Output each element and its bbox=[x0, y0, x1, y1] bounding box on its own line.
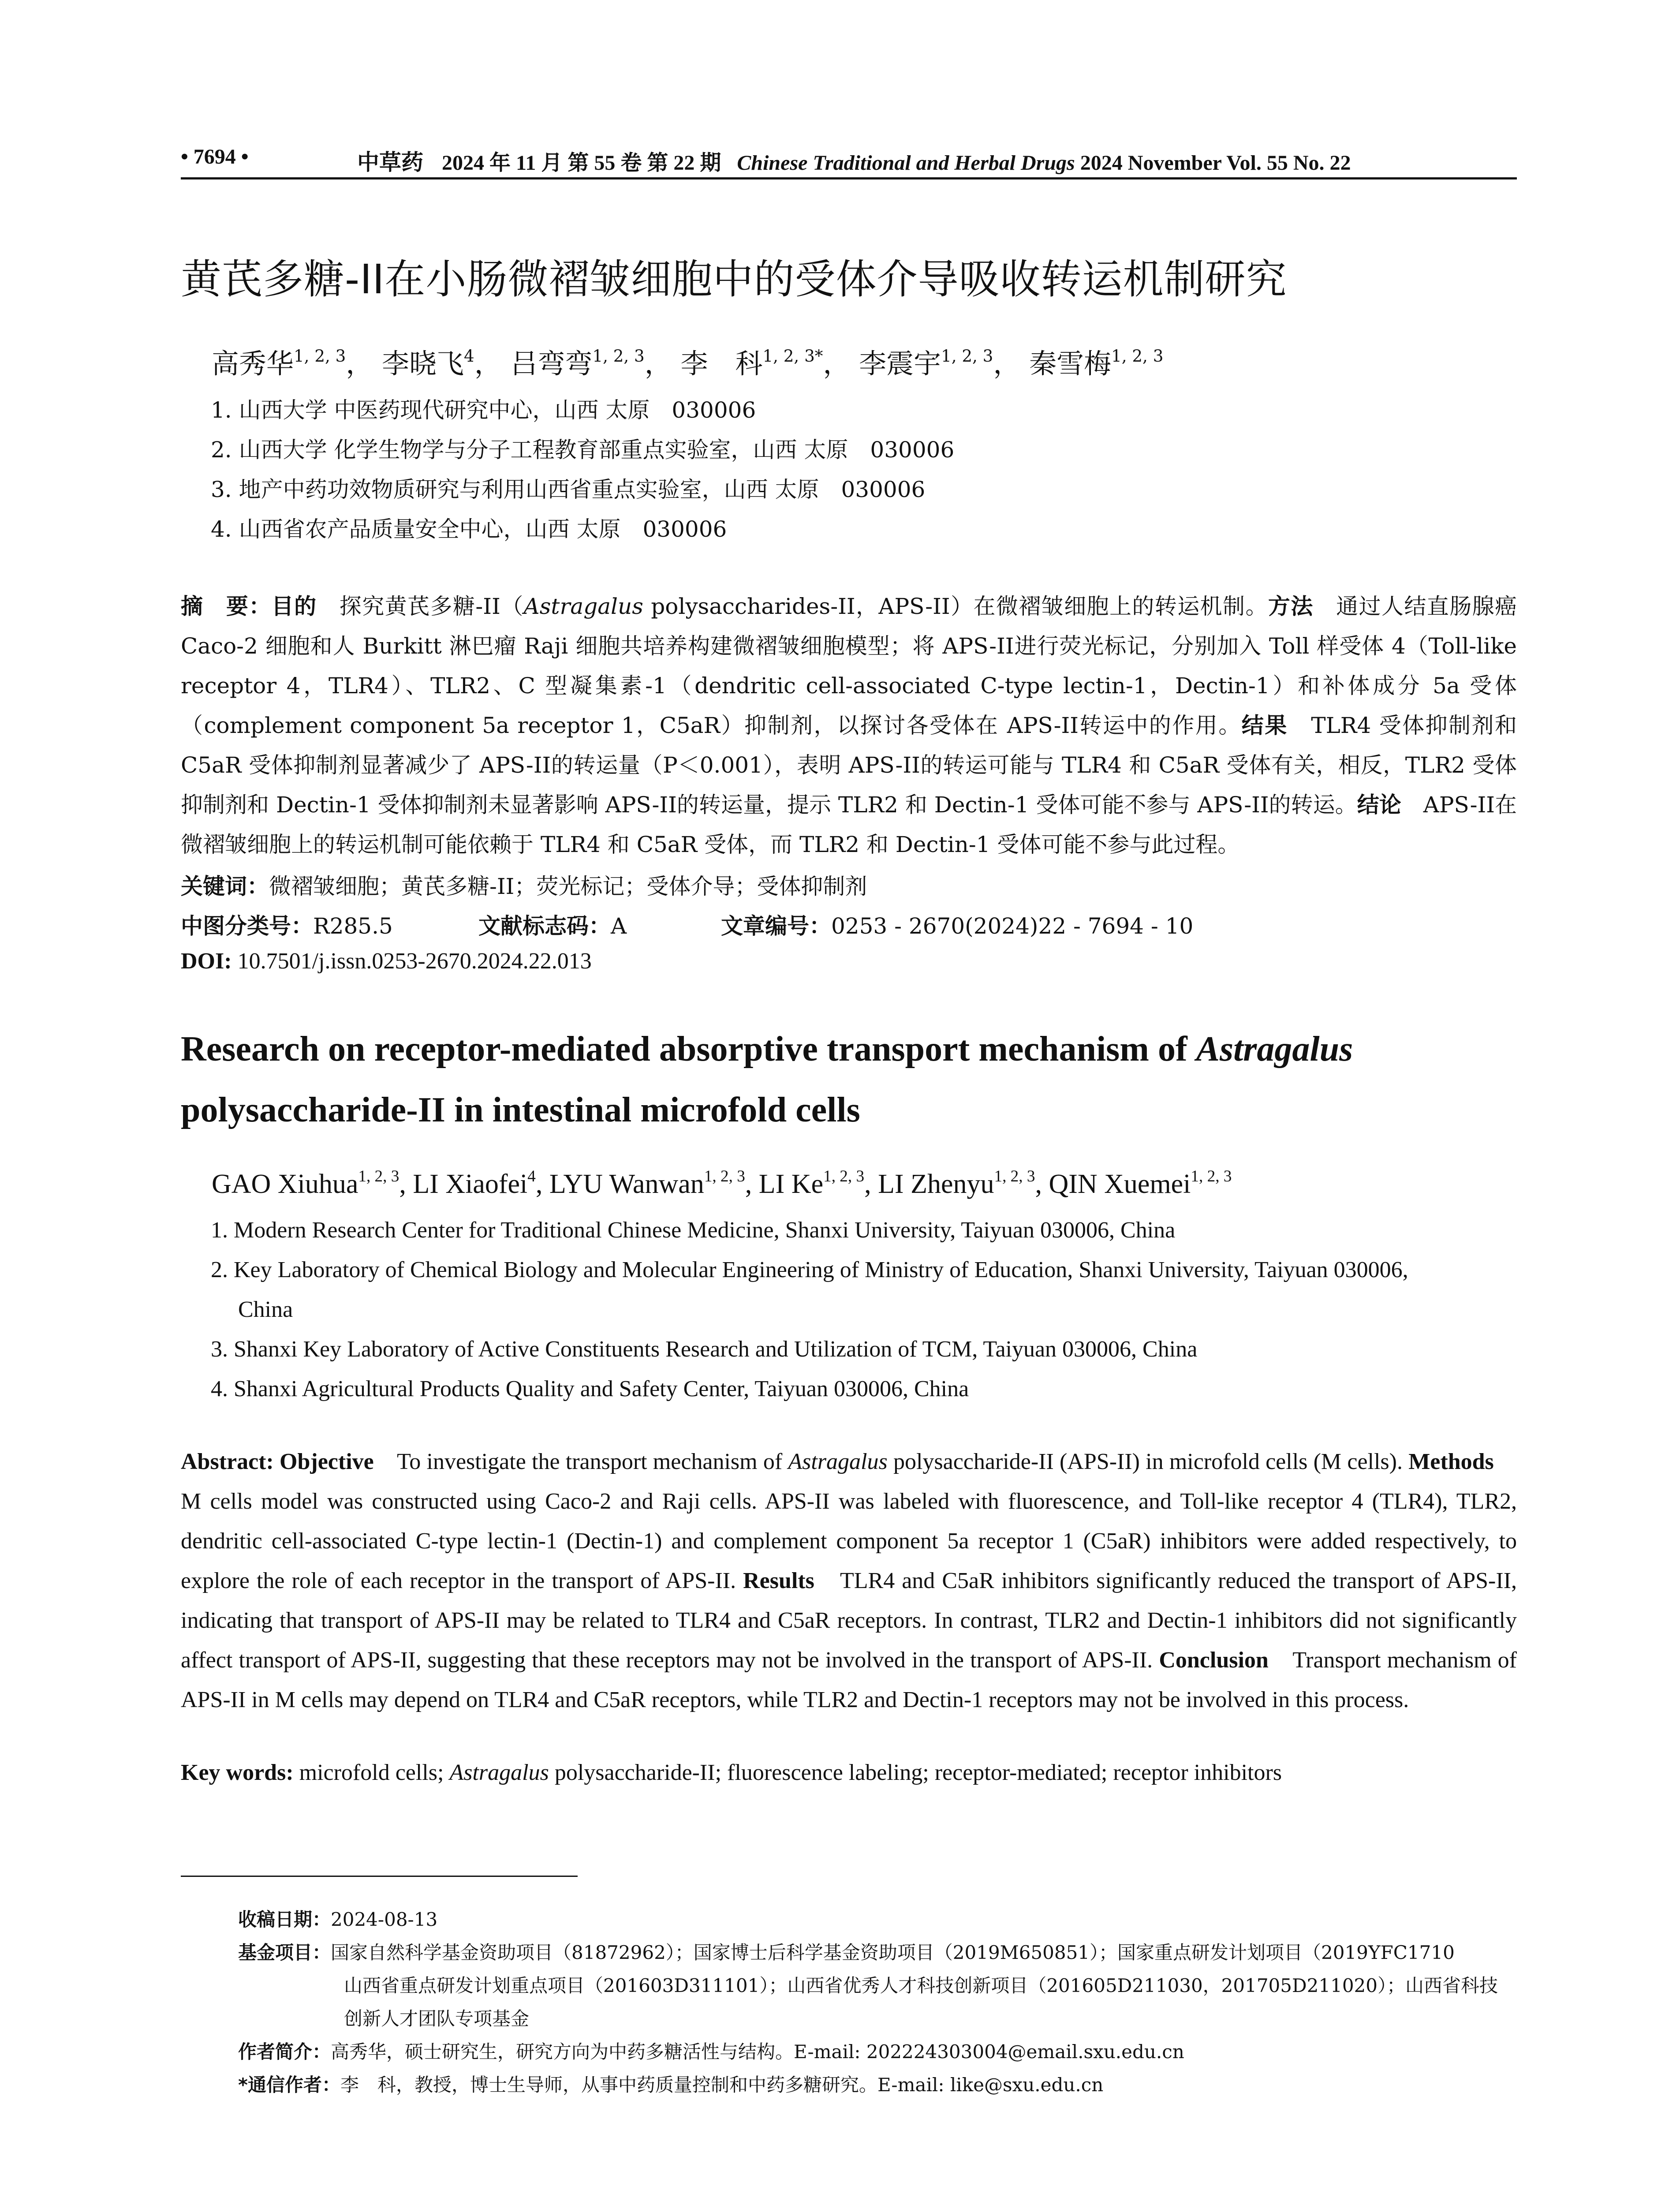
fund-line-2: 山西省重点研发计划重点项目（201603D311101）；山西省优秀人才科技创新项目（201605D211030，201705D211020）；山西省科技 bbox=[344, 1975, 1498, 1996]
journal-name-en: Chinese Traditional and Herbal Drugs bbox=[737, 151, 1075, 175]
author-cn-name: 李晓飞 bbox=[382, 348, 464, 380]
author-en-sup: 1, 2, 3 bbox=[1191, 1167, 1232, 1185]
keywords-cn-label: 关键词： bbox=[181, 874, 269, 899]
author-en bbox=[549, 1169, 759, 1199]
objective-cn-italic: Astragalus bbox=[523, 594, 643, 619]
author-cn-sep: ， bbox=[993, 348, 1021, 380]
author-cn-name: 高秀华 bbox=[212, 348, 294, 380]
author-en bbox=[1049, 1169, 1232, 1199]
author-en-sep: , bbox=[864, 1169, 878, 1199]
author-en-sup: 1, 2, 3 bbox=[994, 1167, 1035, 1185]
abstract-en bbox=[181, 1442, 1517, 1720]
author-en-sup: 1, 2, 3 bbox=[823, 1167, 865, 1185]
author-cn-sup: 1, 2, 3 bbox=[941, 346, 993, 366]
affiliation-en-2: 2. Key Laboratory of Chemical Biology and Molecular Engineering of Ministry of Education, Shanxi University, Taiyuan 030006, bbox=[211, 1257, 1408, 1282]
conclusion-cn-label: 结论 bbox=[1357, 792, 1401, 818]
keywords-en-post: polysaccharide-II; fluorescence labeling; receptor-mediated; receptor inhibitors bbox=[549, 1760, 1282, 1785]
author-en bbox=[413, 1169, 549, 1199]
author-cn-name: 李震宇 bbox=[859, 348, 941, 380]
doc-label: 文献标志码： bbox=[478, 913, 611, 939]
keywords-en-italic: Astragalus bbox=[449, 1760, 549, 1785]
issue-en: 2024 November Vol. 55 No. 22 bbox=[1080, 151, 1351, 175]
conclusion-en-label: Conclusion bbox=[1159, 1648, 1269, 1673]
clc-label: 中图分类号： bbox=[181, 913, 313, 939]
journal-line bbox=[357, 145, 1351, 176]
clc-value: R285.5 bbox=[313, 913, 393, 939]
doi-label: DOI: bbox=[181, 949, 232, 974]
author-cn-sup: 1, 2, 3 bbox=[1111, 346, 1164, 366]
methods-cn-text: 通过人结直肠腺癌 Caco-2 细胞和人 Burkitt 淋巴瘤 Raji 细胞共培养构建微褶皱细胞模型；将 APS-II进行荧光标记，分别加入 Toll 样受体 4（Toll-like receptor 4，TLR4）、TLR2、C 型凝集素-1（dendritic cell-associated C-type lectin-1，Dectin-1）和补体成分 5a 受体（complement component 5a receptor 1，C5aR）抑制剂，以探讨各受体在 APS-II转运中的作用。 bbox=[181, 594, 1517, 738]
affiliation-cn-3: 3. 地产中药功效物质研究与利用山西省重点实验室，山西 太原 030006 bbox=[211, 477, 926, 502]
author-en-sep: , bbox=[745, 1169, 759, 1199]
author-en bbox=[759, 1169, 878, 1199]
article-number bbox=[721, 908, 1193, 940]
author-cn-sup: 1, 2, 3 bbox=[294, 346, 346, 366]
authors-cn bbox=[212, 342, 1163, 381]
corresponding-author bbox=[238, 2070, 1103, 2097]
methods-en-label: Methods bbox=[1408, 1449, 1494, 1474]
author-en-sep: , bbox=[1035, 1169, 1049, 1199]
author-cn-sup: 4 bbox=[464, 346, 474, 366]
author-cn-sep: ， bbox=[346, 348, 373, 380]
author-en-name: LI Ke bbox=[758, 1169, 824, 1199]
article-label: 文章编号： bbox=[721, 913, 831, 939]
author-en-sup: 1, 2, 3 bbox=[704, 1167, 745, 1185]
footnote-rule bbox=[181, 1876, 578, 1877]
corresponding-text: 李 科，教授，博士生导师，从事中药质量控制和中药多糖研究。E-mail: like@sxu.edu.cn bbox=[340, 2074, 1104, 2096]
author-cn-name: 吕弯弯 bbox=[510, 348, 593, 380]
author-en-sup: 4 bbox=[527, 1167, 536, 1185]
author-en-sup: 1, 2, 3 bbox=[358, 1167, 399, 1185]
classification-line bbox=[181, 908, 393, 940]
author-cn-sep: ， bbox=[823, 348, 851, 380]
keywords-cn bbox=[181, 869, 867, 901]
received-date bbox=[238, 1905, 437, 1932]
author-en-name: GAO Xiuhua bbox=[212, 1169, 358, 1199]
author-cn bbox=[510, 348, 672, 380]
results-cn-label: 结果 bbox=[1241, 713, 1288, 738]
results-en-text: TLR4 and C5aR inhibitors significantly reduced the transport of APS-II, indicating that transport of APS-II may be related to TLR4 and C5aR receptors. In contrast, TLR2 and Dectin-1 inhibitors did not significantly affect transport of APS-II, suggesting that these receptors may not be involved in the transport of APS-II. bbox=[181, 1568, 1517, 1673]
keywords-en-label: Key words: bbox=[181, 1760, 294, 1785]
header-rule bbox=[181, 177, 1517, 179]
fund-label: 基金项目： bbox=[238, 1942, 331, 1963]
author-cn-sep: ， bbox=[474, 348, 502, 380]
title-en-italic: Astragalus bbox=[1196, 1030, 1353, 1069]
author-cn-name: 李 科 bbox=[680, 348, 763, 380]
author-en bbox=[212, 1169, 413, 1199]
affiliation-en-3: 3. Shanxi Key Laboratory of Active Constituents Research and Utilization of TCM, Taiyuan 030006, China bbox=[211, 1337, 1198, 1362]
author-cn bbox=[680, 348, 850, 380]
author-en-name: QIN Xuemei bbox=[1049, 1169, 1191, 1199]
affiliation-cn-1: 1. 山西大学 中医药现代研究中心，山西 太原 030006 bbox=[211, 397, 756, 423]
author-cn-sep: ， bbox=[644, 348, 672, 380]
author-bio bbox=[238, 2037, 1184, 2064]
issue-cn: 2024 年 11 月 第 55 卷 第 22 期 bbox=[442, 151, 721, 175]
author-en-name: LYU Wanwan bbox=[549, 1169, 704, 1199]
author-cn-sup: 1, 2, 3* bbox=[762, 346, 823, 366]
author-cn bbox=[382, 348, 502, 380]
methods-cn-label: 方法 bbox=[1268, 594, 1314, 619]
conclusion-en-text: Transport mechanism of APS-II in M cells may depend on TLR4 and C5aR receptors, while TLR2 and Dectin-1 receptors may not be involved in this process. bbox=[181, 1648, 1517, 1712]
author-bio-label: 作者简介： bbox=[238, 2041, 331, 2063]
objective-cn-pre: 探究黄芪多糖-II（ bbox=[317, 594, 524, 619]
affiliation-cn-4: 4. 山西省农产品质量安全中心，山西 太原 030006 bbox=[211, 516, 727, 542]
received-value: 2024-08-13 bbox=[331, 1909, 438, 1930]
affiliation-cn-2: 2. 山西大学 化学生物学与分子工程教育部重点实验室，山西 太原 030006 bbox=[211, 437, 955, 463]
title-en bbox=[181, 1019, 1526, 1140]
abstract-en-label: Abstract: Objective bbox=[181, 1449, 374, 1474]
received-label: 收稿日期： bbox=[238, 1909, 331, 1930]
author-en-sep: , bbox=[399, 1169, 413, 1199]
objective-en-post: polysaccharide-II (APS-II) in microfold cells (M cells). bbox=[887, 1449, 1409, 1474]
methods-en-text: M cells model was constructed using Caco-2 and Raji cells. APS-II was labeled with fluorescence, and Toll-like receptor 4 (TLR4), TLR2, dendritic cell-associated C-type lectin-1 (Dectin-1) and complement component 5a receptor 1 (C5aR) inhibitors were added respectively, to explore the role of each receptor in the transport of APS-II. bbox=[181, 1449, 1517, 1593]
keywords-en bbox=[181, 1760, 1282, 1786]
authors-en bbox=[212, 1169, 1232, 1200]
fund-line-3: 创新人才团队专项基金 bbox=[344, 2008, 530, 2029]
objective-en-italic: Astragalus bbox=[788, 1449, 888, 1474]
author-en-sep: , bbox=[535, 1169, 549, 1199]
author-en-name: LI Zhenyu bbox=[878, 1169, 994, 1199]
author-cn-name: 秦雪梅 bbox=[1029, 348, 1112, 380]
page-number: • 7694 • bbox=[181, 145, 249, 168]
author-cn-sup: 1, 2, 3 bbox=[592, 346, 645, 366]
results-cn-text: TLR4 受体抑制剂和 C5aR 受体抑制剂显著减少了 APS-II的转运量（P＜0.001），表明 APS-II的转运可能与 TLR4 和 C5aR 受体有关，相反，TLR2 受体抑制剂和 Dectin-1 受体抑制剂未显著影响 APS-II的转运量，提示 TLR2 和 Dectin-1 受体可能不参与 APS-II的转运。 bbox=[181, 713, 1517, 818]
keywords-en-pre: microfold cells; bbox=[293, 1760, 450, 1785]
author-bio-text: 高秀华，硕士研究生，研究方向为中药多糖活性与结构。E-mail: 202224303004@email.sxu.edu.cn bbox=[331, 2041, 1184, 2063]
article-value: 0253 - 2670(2024)22 - 7694 - 10 bbox=[831, 913, 1194, 939]
journal-name-cn: 中草药 bbox=[357, 149, 423, 175]
results-en-label: Results bbox=[743, 1568, 814, 1593]
objective-en-pre: To investigate the transport mechanism of bbox=[373, 1449, 788, 1474]
corresponding-label: *通信作者： bbox=[238, 2074, 340, 2096]
affiliation-en-2-cont: China bbox=[238, 1297, 293, 1322]
doc-value: A bbox=[611, 913, 627, 939]
abstract-cn bbox=[181, 587, 1517, 864]
keywords-cn-text: 微褶皱细胞；黄芪多糖-II；荧光标记；受体介导；受体抑制剂 bbox=[269, 874, 867, 899]
author-en bbox=[878, 1169, 1049, 1199]
objective-cn-label: 目的 bbox=[271, 594, 317, 619]
title-en-post: polysaccharide-II in intestinal microfold cells bbox=[181, 1091, 860, 1129]
author-cn bbox=[212, 348, 373, 380]
author-en-name: LI Xiaofei bbox=[413, 1169, 528, 1199]
affiliation-en-4: 4. Shanxi Agricultural Products Quality and Safety Center, Taiyuan 030006, China bbox=[211, 1376, 969, 1401]
fund-text-1: 国家自然科学基金资助项目（81872962）；国家博士后科学基金资助项目（2019M650851）；国家重点研发计划项目（2019YFC1710 bbox=[331, 1942, 1455, 1963]
doc-code bbox=[478, 908, 627, 940]
doi-line bbox=[181, 948, 592, 974]
title-en-pre: Research on receptor-mediated absorptive transport mechanism of bbox=[181, 1030, 1196, 1069]
author-cn bbox=[1029, 348, 1163, 380]
title-cn: 黄芪多糖-II在小肠微褶皱细胞中的受体介导吸收转运机制研究 bbox=[181, 256, 1287, 303]
doi-value: 10.7501/j.issn.0253-2670.2024.22.013 bbox=[231, 949, 592, 974]
fund-line-1 bbox=[238, 1938, 1455, 1965]
abstract-cn-label: 摘 要： bbox=[181, 594, 272, 619]
objective-cn-post: polysaccharides-II，APS-II）在微褶皱细胞上的转运机制。 bbox=[643, 594, 1268, 619]
running-header bbox=[181, 140, 1517, 180]
conclusion-cn-text: APS-II在微褶皱细胞上的转运机制可能依赖于 TLR4 和 C5aR 受体，而 TLR2 和 Dectin-1 受体可能不参与此过程。 bbox=[181, 792, 1517, 857]
affiliation-en-1: 1. Modern Research Center for Traditional Chinese Medicine, Shanxi University, Taiyuan 030006, China bbox=[211, 1218, 1176, 1243]
author-cn bbox=[859, 348, 1020, 380]
